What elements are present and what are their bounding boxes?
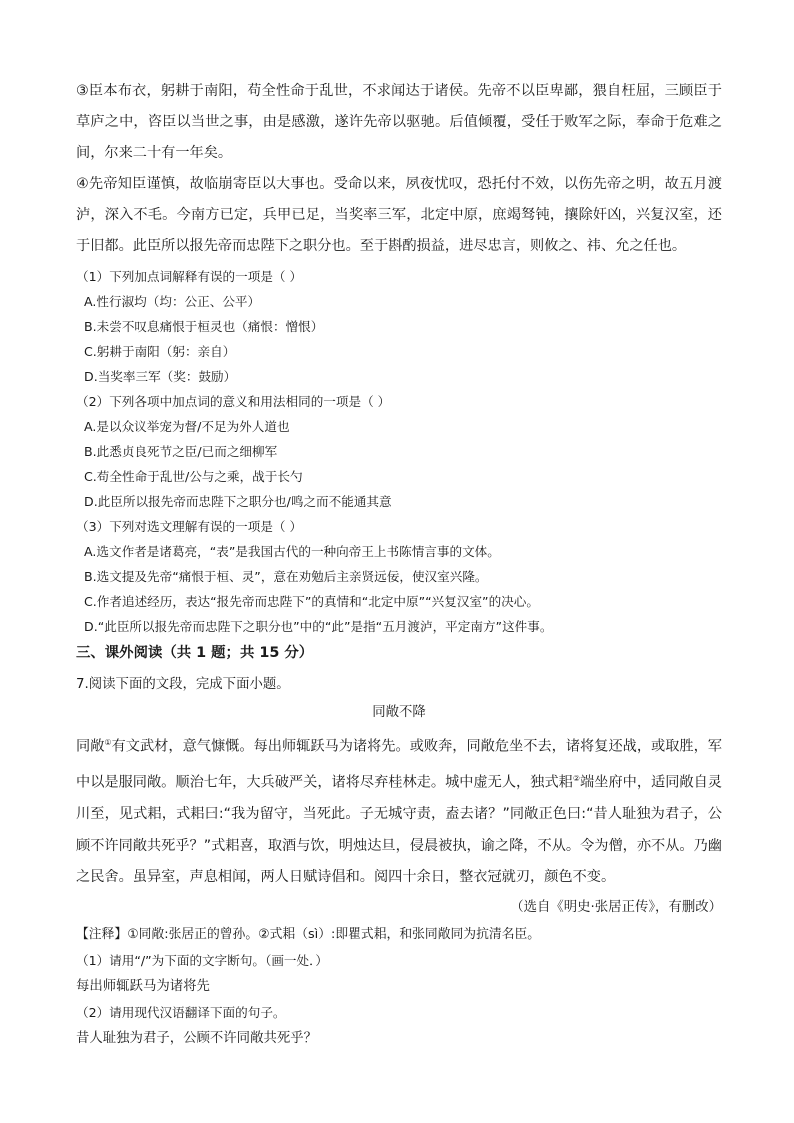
passage-paragraph-3: ③臣本布衣，躬耕于南阳，苟全性命于乱世，不求闻达于诸侯。先帝不以臣卑鄙，猥自枉屈，三顾臣于草庐之中，咨臣以当世之事，由是感激，遂许先帝以驱驰。后值倾覆，受任于败军之际，奉命于危难之间，尔来二十有一年矣。 bbox=[76, 83, 722, 161]
passage-text-middle: 有文武材，意气慷慨。每出师辄跃马为诸将先。或败奔，同敞危坐不去，诸将复还战，或取胜，军中以是服同敞。顺治七年，大兵破严关，诸将尽弃桂林走。城中虚无人，独式耜 bbox=[76, 738, 722, 791]
annotation-note: 【注释】①同敞:张居正的曾孙。②式耜（sì）:即瞿式耜，和张同敞同为抗清名臣。 bbox=[76, 926, 541, 942]
passage-title: 同敞不降 bbox=[372, 705, 426, 720]
subquestion-1: （1）请用“/”为下面的文字断句。（画一处．） bbox=[76, 952, 328, 968]
passage-text-start: 同敞 bbox=[76, 738, 105, 755]
option-d: D.此臣所以报先帝而忠陛下之职分也/鸣之而不能通其意 bbox=[84, 494, 392, 509]
note-marker-1: ① bbox=[104, 738, 112, 747]
option-b: B.此悉贞良死节之臣/已而之细柳军 bbox=[84, 444, 278, 459]
question-stem: （2）下列各项中加点词的意义和用法相同的一项是（ ） bbox=[76, 394, 391, 409]
question-2 bbox=[76, 389, 722, 514]
subquestion-1-text: 每出师辄跃马为诸将先 bbox=[76, 978, 210, 994]
reading-passage bbox=[76, 727, 722, 894]
section-heading: 三、课外阅读（共 1 题；共 15 分） bbox=[76, 645, 314, 661]
option-d: D.“此臣所以报先帝而忠陛下之职分也”中的“此”是指“五月渡泸，平定南方”这件事。 bbox=[84, 619, 553, 634]
passage-paragraph-4: ④先帝知臣谨慎，故临崩寄臣以大事也。受命以来，夙夜忧叹，恐托付不效，以伤先帝之明，故五月渡泸，深入不毛。今南方已定，兵甲已足，当奖率三军，北定中原，庶竭驽钝，攘除奸凶，兴复汉室，还于旧都。此臣所以报先帝而忠陛下之职分也。至于斟酌损益，进尽忠言，则攸之、祎、允之任也。 bbox=[76, 176, 722, 254]
question-stem: （1）下列加点词解释有误的一项是（ ） bbox=[76, 269, 303, 284]
reading-instruction: 7.阅读下面的文段，完成下面小题。 bbox=[76, 677, 290, 692]
option-a: A.选文作者是诸葛亮，“表”是我国古代的一种向帝王上书陈情言事的文体。 bbox=[84, 544, 500, 559]
option-d: D.当奖率三军（奖：鼓励） bbox=[84, 369, 237, 384]
option-c: C.躬耕于南阳（躬：亲自） bbox=[84, 344, 236, 359]
subquestion-2-text: 昔人耻独为君子，公顾不许同敞共死乎？ bbox=[76, 1030, 318, 1046]
passage-text-end: 端坐府中，适同敞自灵川至，见式耜，式耜曰:“我为留守，当死此。子无城守责，盍去诸？”同敞正色曰:“昔人耻独为君子，公顾不许同敞共死乎？”式耜喜，取酒与饮，明烛达旦，侵晨被执，谕之降，不从。令为僧，亦不从。乃幽之民舍。虽异室，声息相闻，两人日赋诗倡和。阅四十余日，整衣冠就刃，颜色不变。 bbox=[76, 774, 722, 886]
option-a: A.是以众议举宠为督/不足为外人道也 bbox=[84, 419, 290, 434]
option-c: C.作者追述经历，表达“报先帝而忠陛下”的真情和“北定中原”“兴复汉室”的决心。 bbox=[84, 594, 539, 609]
source-citation: （选自《明史·张居正传》，有删改） bbox=[510, 899, 722, 915]
question-1 bbox=[76, 264, 722, 389]
exam-page bbox=[76, 76, 722, 1052]
note-marker-2: ② bbox=[572, 774, 581, 784]
question-stem: （3）下列对选文理解有误的一项是（ ） bbox=[76, 519, 303, 534]
option-c: C.苟全性命于乱世/公与之乘，战于长勺 bbox=[84, 469, 303, 484]
option-a: A.性行淑均（均：公正、公平） bbox=[84, 294, 261, 309]
option-b: B.未尝不叹息痛恨于桓灵也（痛恨：憎恨） bbox=[84, 319, 324, 334]
subquestion-2: （2）请用现代汉语翻译下面的句子。 bbox=[76, 1004, 286, 1020]
option-b: B.选文提及先帝“痛恨于桓、灵”，意在劝勉后主亲贤远佞，使汉室兴隆。 bbox=[84, 569, 488, 584]
question-3 bbox=[76, 514, 722, 639]
